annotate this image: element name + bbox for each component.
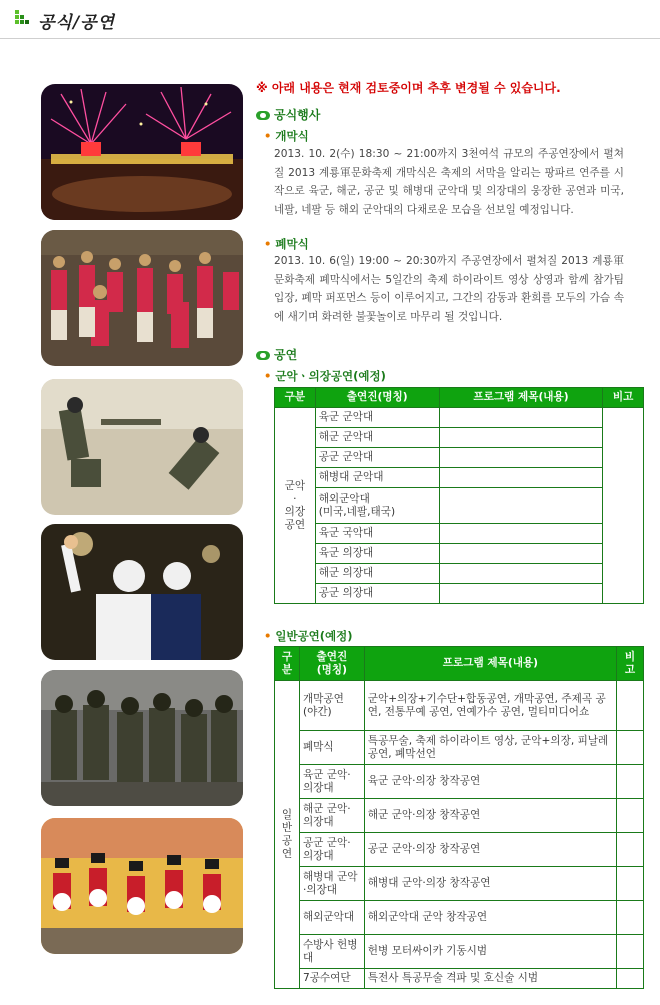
col-header-program: 프로그램 제목(내용) (439, 388, 603, 408)
section-title: 공식행사 (274, 108, 321, 122)
program-cell: 특전사 특공무술 격파 및 호신술 시범 (364, 969, 616, 989)
performer-cell: 7공수여단 (299, 969, 364, 989)
subsection-opening: • 개막식 (264, 128, 309, 144)
closing-description: 2013. 10. 6(일) 19:00 ~ 20:30까지 주공연장에서 펼쳐질 2013 계룡軍문화축제 폐막식에서는 5일간의 축제 하이라이트 영상 상영과 함께 참가팀 입장, 폐막 퍼포먼스 등이 이루어지고, 그간의 감동과 환희를 모두의 가슴 속에 새기며 화려한 불꽃놀이로 마무리 될 것입니다. (274, 255, 624, 324)
col-header-category: 구 분 (275, 647, 300, 681)
subsection-closing: • 폐막식 (264, 236, 309, 252)
performer-cell: 개막공연 (야간) (299, 681, 364, 731)
page-title: 공식/공연 (38, 13, 115, 33)
program-cell: 공군 군악·의장 창작공연 (364, 833, 616, 867)
col-header-performer: 출연진(명칭) (315, 388, 439, 408)
col-header-performer: 출연진 (명칭) (299, 647, 364, 681)
photo-marching-band (41, 230, 243, 366)
table-row: 육군 의장대 (315, 544, 439, 564)
col-header-category: 구분 (275, 388, 316, 408)
photo-special-forces (41, 670, 243, 806)
band-performance-table (274, 387, 644, 604)
performer-cell: 수방사 헌병대 (299, 935, 364, 969)
general-performance-table (274, 646, 644, 989)
table-row: 해군 의장대 (315, 564, 439, 584)
section-title: 공연 (274, 348, 298, 362)
program-cell: 해병대 군악·의장 창작공연 (364, 867, 616, 901)
table-row: 공군 군악대 (315, 448, 439, 468)
col-header-program: 프로그램 제목(내용) (364, 647, 616, 681)
table-row: 공군 의장대 (315, 584, 439, 604)
table-row: 육군 국악대 (315, 524, 439, 544)
section-bullet-icon (256, 111, 270, 120)
table-row: 해군 군악대 (315, 428, 439, 448)
arrow-steps-icon (14, 9, 32, 27)
photo-drum-corps (41, 818, 243, 954)
section-official-events (256, 106, 320, 123)
table-row: 해병대 군악대 (315, 468, 439, 488)
band-category-label: 군악 · 의장 공연 (284, 479, 306, 531)
performer-cell: 폐막식 (299, 731, 364, 765)
program-cell: 육군 군악·의장 창작공연 (364, 765, 616, 799)
general-category-label: 일 반 공 연 (281, 808, 293, 860)
performer-cell: 해병대 군악·의장대 (299, 867, 364, 901)
band-category-cell (275, 408, 316, 604)
program-cell: 해군 군악·의장 창작공연 (364, 799, 616, 833)
program-cell: 군악+의장+기수단+합동공연, 개막공연, 주제곡 공연, 전통무예 공연, 연예가수 공연, 멀티미디어쇼 (364, 681, 616, 731)
table-row: 해외군악대 (미국,네팔,태국) (315, 488, 439, 524)
page-header (0, 0, 660, 39)
performer-cell: 해군 군악·의장대 (299, 799, 364, 833)
section-bullet-icon (256, 351, 270, 360)
performer-cell: 해외군악대 (299, 901, 364, 935)
photo-martial-arts (41, 379, 243, 515)
program-cell: 특공무술, 축제 하이라이트 영상, 군악+의장, 피날레 공연, 폐막선언 (364, 731, 616, 765)
photo-military-police (41, 524, 243, 660)
change-notice: ※ 아래 내용은 현재 검토중이며 추후 변경될 수 있습니다. (256, 81, 561, 95)
program-cell: 헌병 모터싸이카 기동시범 (364, 935, 616, 969)
performer-cell: 공군 군악·의장대 (299, 833, 364, 867)
opening-description: 2013. 10. 2(수) 18:30 ~ 21:00까지 3천여석 규모의 주공연장에서 펼쳐질 2013 계룡軍문화축제 개막식은 축제의 서막을 알리는 팡파르 연주를 시작으로 육군, 해군, 공군 및 해병대 군악대 및 의장대의 웅장한 공연과 미국, 네팔, 네팔 등 해외 군악대의 다채로운 모습을 선보일 예정입니다. (274, 148, 624, 217)
col-header-remark: 비 고 (617, 647, 644, 681)
section-performance (256, 346, 297, 363)
performer-cell: 육군 군악·의장대 (299, 765, 364, 799)
subsection-general-performance: • 일반공연(예정) (264, 628, 353, 644)
general-category-cell (275, 681, 300, 989)
col-header-remark: 비고 (603, 388, 644, 408)
subsection-band-performance: • 군악ㆍ의장공연(예정) (264, 368, 386, 384)
program-cell: 해외군악대 군악 창작공연 (364, 901, 616, 935)
table-row: 육군 군악대 (315, 408, 439, 428)
photo-fireworks (41, 84, 243, 220)
